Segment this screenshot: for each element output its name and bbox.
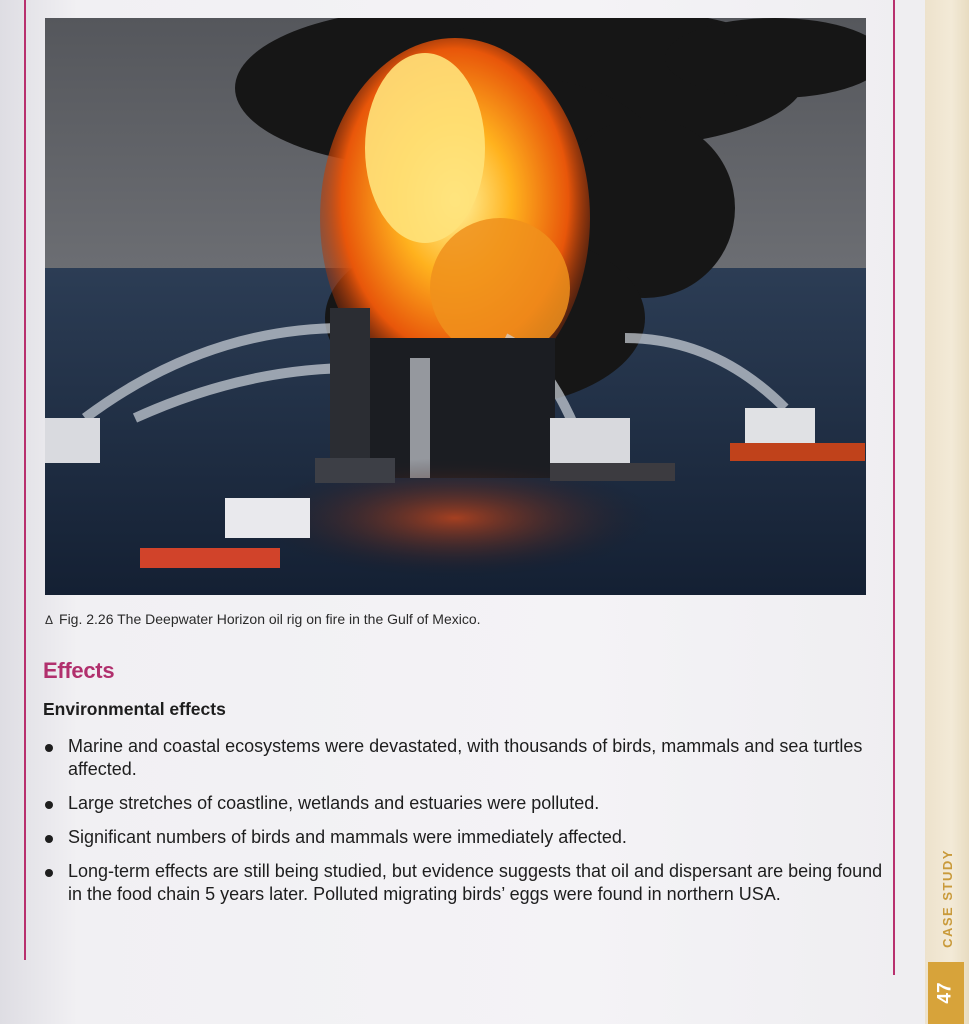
list-item (43, 735, 883, 781)
bullet-dot-icon (45, 869, 53, 877)
list-item-text: Long-term effects are still being studied, but evidence suggests that oil and dispersant are being found in the food chain 5 years later. Polluted migrating birds’ eggs were found in northern USA. (68, 861, 883, 904)
section-subheading: Environmental effects (43, 699, 226, 719)
bullet-dot-icon (45, 801, 53, 809)
left-margin-rule (24, 0, 26, 960)
caption-text: Fig. 2.26 The Deepwater Horizon oil rig on fire in the Gulf of Mexico. (59, 611, 481, 627)
page-number: 47 (934, 982, 956, 1004)
bullet-dot-icon (45, 744, 53, 752)
effects-list (43, 735, 883, 917)
right-margin-rule (893, 0, 895, 975)
page-number-tab (928, 962, 964, 1024)
section-heading: Effects (43, 658, 115, 683)
list-item (43, 860, 883, 906)
list-item (43, 826, 883, 849)
list-item-text: Significant numbers of birds and mammals were immediately affected. (68, 827, 627, 847)
caption-marker: Δ (45, 613, 54, 627)
bullet-dot-icon (45, 835, 53, 843)
list-item (43, 792, 883, 815)
case-study-text: CASE STUDY (939, 848, 955, 948)
case-study-label (930, 840, 964, 956)
oil-rig-fire-photo (45, 18, 866, 595)
list-item-text: Marine and coastal ecosystems were devastated, with thousands of birds, mammals and sea turtles affected. (68, 736, 863, 779)
list-item-text: Large stretches of coastline, wetlands and estuaries were polluted. (68, 793, 600, 813)
figure-caption (45, 611, 481, 627)
